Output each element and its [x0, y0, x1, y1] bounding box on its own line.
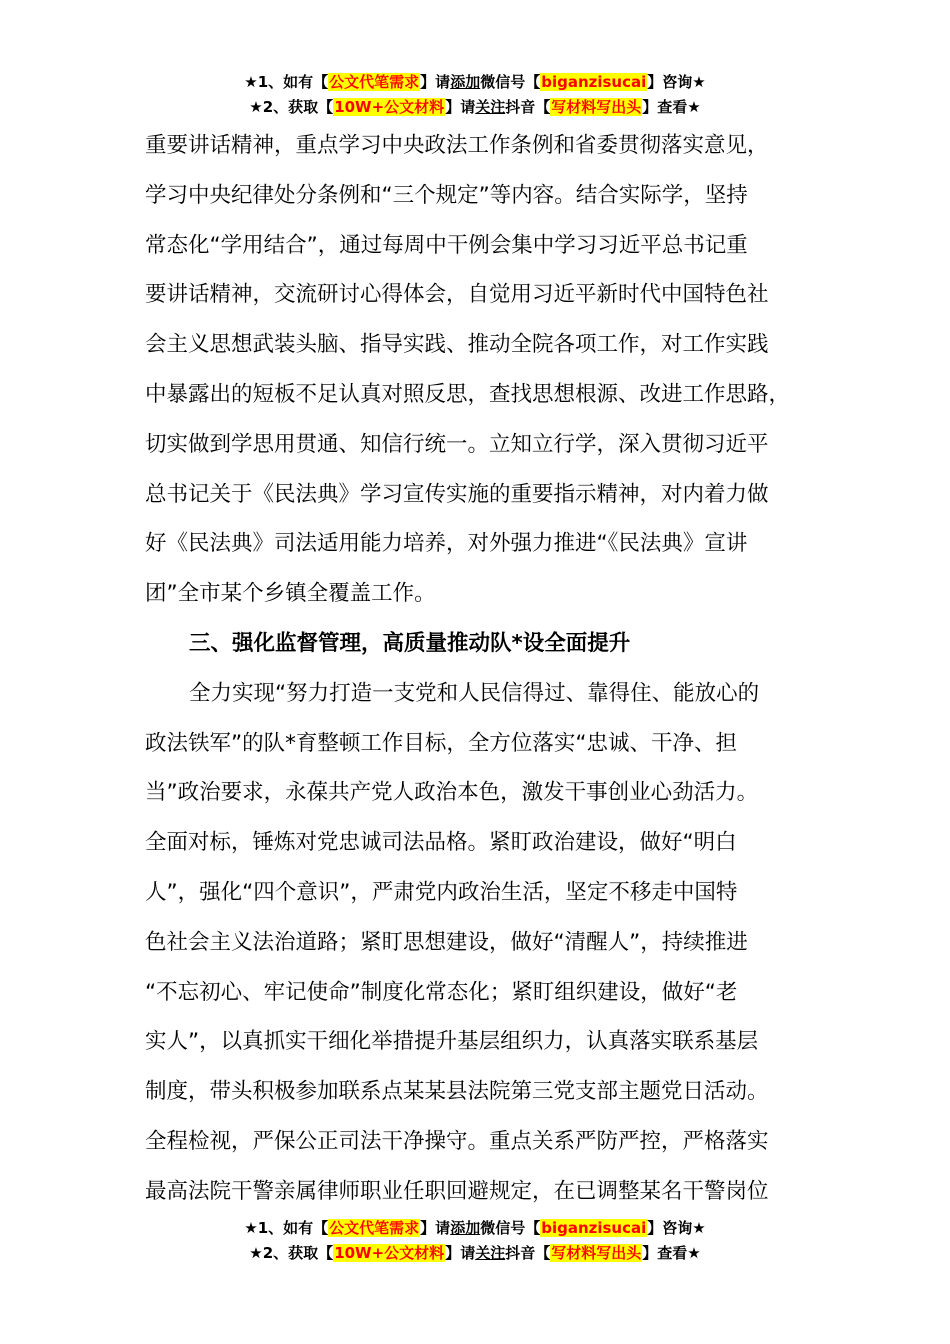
banner-underlined: 关注: [475, 1244, 506, 1262]
banner-text: 】查看★: [642, 1244, 701, 1262]
body-line: 要讲话精神，交流研讨心得体会，自觉用习近平新时代中国特色社: [145, 282, 769, 308]
body-line: 最高法院干警亲属律师职业任职回避规定，在已调整某名干警岗位: [145, 1178, 769, 1204]
banner-text: ★2、获取【: [249, 98, 334, 116]
body-line: 全力实现“努力打造一支党和人民信得过、靠得住、能放心的: [189, 680, 760, 706]
banner-text: 抖音【: [505, 98, 551, 116]
banner-underlined: 关注: [475, 98, 506, 116]
body-line: 制度，带头积极参加联系点某某县法院第三党支部主题党日活动。: [145, 1079, 769, 1105]
banner-text: 】请: [445, 1244, 476, 1262]
body-line: 团”全市某个乡镇全覆盖工作。: [145, 581, 436, 607]
banner-line-2: [0, 95, 950, 120]
highlight-service: 公文代笔需求: [329, 73, 420, 91]
banner-text: 抖音【: [505, 1244, 551, 1262]
banner-text: 微信号【: [480, 1219, 541, 1237]
body-line: 当”政治要求，永葆共产党人政治本色，激发干事创业心劲活力。: [145, 780, 759, 806]
body-line: 全面对标，锤炼对党忠诚司法品格。紧盯政治建设，做好“明白: [145, 830, 737, 856]
banner-line-2: [0, 1241, 950, 1266]
body-line: 全程检视，严保公正司法干净操守。重点关系严防严控，严格落实: [145, 1128, 769, 1154]
banner-text: 】咨询★: [647, 73, 706, 91]
body-line: 实人”，以真抓实干细化举措提升基层组织力，认真落实联系基层: [145, 1029, 759, 1055]
banner-underlined: 添加: [450, 73, 481, 91]
body-line: 重要讲话精神，重点学习中央政法工作条例和省委贯彻落实意见，: [145, 133, 769, 158]
highlight-materials: 10W+公文材料: [334, 98, 445, 116]
body-line: 会主义思想武装头脑、指导实践、推动全院各项工作，对工作实践: [145, 332, 769, 358]
body-line: 总书记关于《民法典》学习宣传实施的重要指示精神，对内着力做: [145, 481, 769, 507]
banner-text: 微信号【: [480, 73, 541, 91]
banner-text: 】请: [420, 1219, 451, 1237]
section-heading: 三、强化监督管理，高质量推动队*设全面提升: [189, 630, 631, 656]
body-line: 中暴露出的短板不足认真对照反思，查找思想根源、改进工作思路，: [145, 381, 791, 407]
highlight-materials: 10W+公文材料: [334, 1244, 445, 1262]
banner-line-1: [0, 1216, 950, 1241]
body-line: 好《民法典》司法适用能力培养，对外强力推进“《民法典》宣讲: [145, 531, 748, 557]
body-line: 政法铁军”的队*育整顿工作目标，全方位落实“忠诚、干净、担: [145, 730, 738, 756]
highlight-service: 公文代笔需求: [329, 1219, 420, 1237]
footer-banner: [0, 1216, 950, 1266]
banner-text: 】咨询★: [647, 1219, 706, 1237]
banner-text: 】查看★: [642, 98, 701, 116]
highlight-wechat-id: biganzisucai: [541, 1219, 647, 1237]
banner-text: ★1、如有【: [244, 73, 329, 91]
banner-line-1: [0, 70, 950, 95]
body-line: 切实做到学思用贯通、知信行统一。立知立行学，深入贯彻习近平: [145, 431, 769, 457]
body-line: 人”，强化“四个意识”，严肃党内政治生活，坚定不移走中国特: [145, 879, 738, 905]
document-body: [145, 121, 835, 1217]
highlight-wechat-id: biganzisucai: [541, 73, 647, 91]
header-banner: [0, 70, 950, 120]
banner-text: ★1、如有【: [244, 1219, 329, 1237]
banner-text: 】请: [420, 73, 451, 91]
banner-underlined: 添加: [450, 1219, 481, 1237]
body-line: 学习中央纪律处分条例和“三个规定”等内容。结合实际学，坚持: [145, 182, 748, 208]
body-line: 色社会主义法治道路；紧盯思想建设，做好“清醒人”，持续推进: [145, 929, 748, 955]
banner-text: 】请: [445, 98, 476, 116]
highlight-douyin: 写材料写出头: [551, 98, 642, 116]
body-line: “不忘初心、牢记使命”制度化常态化；紧盯组织建设，做好“老: [145, 979, 738, 1005]
body-line: 常态化“学用结合”，通过每周中干例会集中学习习近平总书记重: [145, 232, 748, 258]
banner-text: ★2、获取【: [249, 1244, 334, 1262]
highlight-douyin: 写材料写出头: [551, 1244, 642, 1262]
